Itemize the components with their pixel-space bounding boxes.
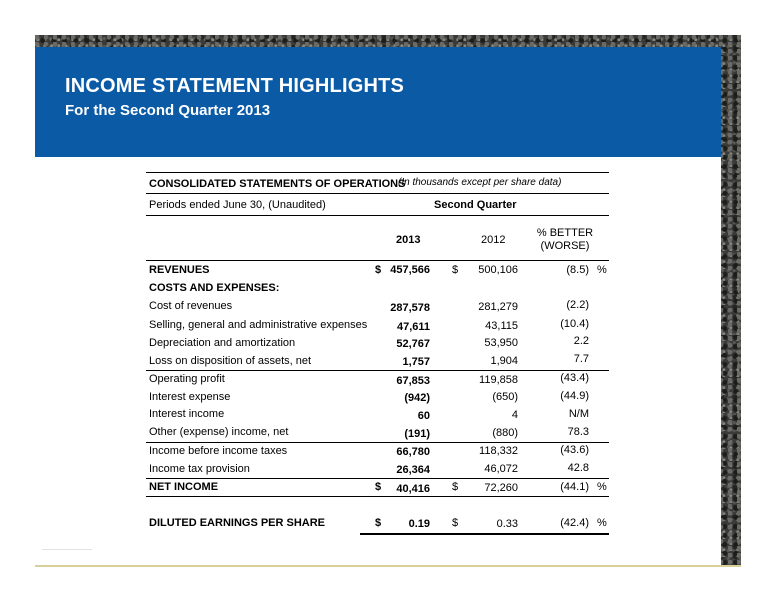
pct-change: (44.1) — [560, 481, 589, 493]
value-2012: 119,858 — [479, 374, 518, 386]
slide-title: INCOME STATEMENT HIGHLIGHTS — [65, 75, 405, 97]
value-2013: 26,364 — [396, 464, 430, 476]
value-2013: 1,757 — [402, 356, 430, 368]
row-label: Depreciation and amortization — [149, 337, 296, 349]
row-label: Operating profit — [149, 373, 225, 385]
column-header-rule — [146, 260, 609, 261]
dollar-sign: $ — [452, 517, 459, 529]
value-2013: 60 — [417, 410, 430, 422]
row-label: Selling, general and administrative expenses — [149, 319, 368, 331]
value-2012: 72,260 — [484, 482, 518, 494]
subtotal-rule — [146, 370, 609, 371]
net-income-top-rule — [146, 478, 609, 479]
dollar-sign: $ — [375, 481, 382, 493]
pct-sign: % — [597, 481, 607, 493]
row-label: REVENUES — [149, 264, 210, 276]
footer-rule — [35, 565, 741, 567]
pretax-rule — [146, 442, 609, 443]
row-label: Other (expense) income, net — [149, 426, 289, 438]
pct-change: N/M — [568, 408, 589, 420]
value-2012: 281,279 — [478, 301, 518, 313]
footer-mark — [42, 549, 92, 550]
pct-sign: % — [597, 264, 607, 276]
row-label: Interest income — [149, 408, 225, 420]
dollar-sign: $ — [452, 481, 459, 493]
value-2013: (942) — [404, 392, 430, 404]
pct-change: (42.4) — [560, 517, 589, 529]
dollar-sign: $ — [452, 264, 459, 276]
value-2013: 67,853 — [396, 375, 430, 387]
row-label: DILUTED EARNINGS PER SHARE — [149, 517, 326, 529]
pct-change: (10.4) — [560, 318, 589, 330]
column-pct-line1: % BETTER — [536, 227, 594, 239]
pct-change: (43.6) — [560, 444, 589, 456]
row-label: Interest expense — [149, 391, 231, 403]
value-2012: (880) — [492, 427, 518, 439]
row-label: Cost of revenues — [149, 300, 233, 312]
table-heading-note: (In thousands except per share data) — [398, 177, 562, 188]
pct-change: (44.9) — [560, 390, 589, 402]
value-2012: 1,904 — [490, 355, 518, 367]
periods-rule — [146, 215, 609, 216]
value-2012: 118,332 — [479, 445, 518, 457]
net-income-bottom-rule — [146, 496, 609, 497]
pct-change: (43.4) — [560, 372, 589, 384]
value-2013: (191) — [404, 428, 430, 440]
column-pct-line2: (WORSE) — [540, 240, 590, 252]
value-2012: 46,072 — [484, 463, 518, 475]
pct-change: 78.3 — [567, 426, 589, 438]
section-label: COSTS AND EXPENSES: — [149, 282, 280, 294]
period-header: Second Quarter — [434, 199, 517, 211]
title-banner — [35, 47, 721, 157]
value-2012: 500,106 — [478, 264, 518, 276]
pct-change: 7.7 — [573, 353, 589, 365]
dollar-sign: $ — [375, 517, 382, 529]
value-2013: 47,611 — [396, 321, 430, 333]
table-heading: CONSOLIDATED STATEMENTS OF OPERATIONS — [149, 178, 406, 190]
value-2013: 0.19 — [408, 518, 430, 530]
value-2013: 40,416 — [396, 483, 430, 495]
value-2013: 457,566 — [390, 264, 430, 276]
column-2012: 2012 — [481, 234, 506, 246]
pct-change: 2.2 — [573, 335, 589, 347]
eps-underline — [360, 533, 609, 535]
column-2013: 2013 — [396, 234, 421, 246]
pct-change: 42.8 — [567, 462, 589, 474]
slide-subtitle: For the Second Quarter 2013 — [65, 102, 271, 119]
value-2013: 52,767 — [396, 338, 430, 350]
row-label: NET INCOME — [149, 481, 219, 493]
value-2012: 4 — [511, 409, 518, 421]
dollar-sign: $ — [375, 264, 382, 276]
value-2013: 287,578 — [390, 302, 430, 314]
row-label: Loss on disposition of assets, net — [149, 355, 312, 367]
value-2012: (650) — [492, 391, 518, 403]
periods-label: Periods ended June 30, (Unaudited) — [149, 199, 326, 211]
value-2012: 43,115 — [485, 320, 518, 332]
row-label: Income before income taxes — [149, 445, 288, 457]
value-2013: 66,780 — [396, 446, 430, 458]
pct-change: (2.2) — [566, 299, 589, 311]
row-label: Income tax provision — [149, 463, 250, 475]
table-heading-rule — [146, 193, 609, 194]
value-2012: 53,950 — [484, 337, 518, 349]
value-2012: 0.33 — [496, 518, 518, 530]
table-top-rule — [146, 172, 609, 173]
pct-sign: % — [597, 517, 607, 529]
pct-change: (8.5) — [566, 264, 589, 276]
